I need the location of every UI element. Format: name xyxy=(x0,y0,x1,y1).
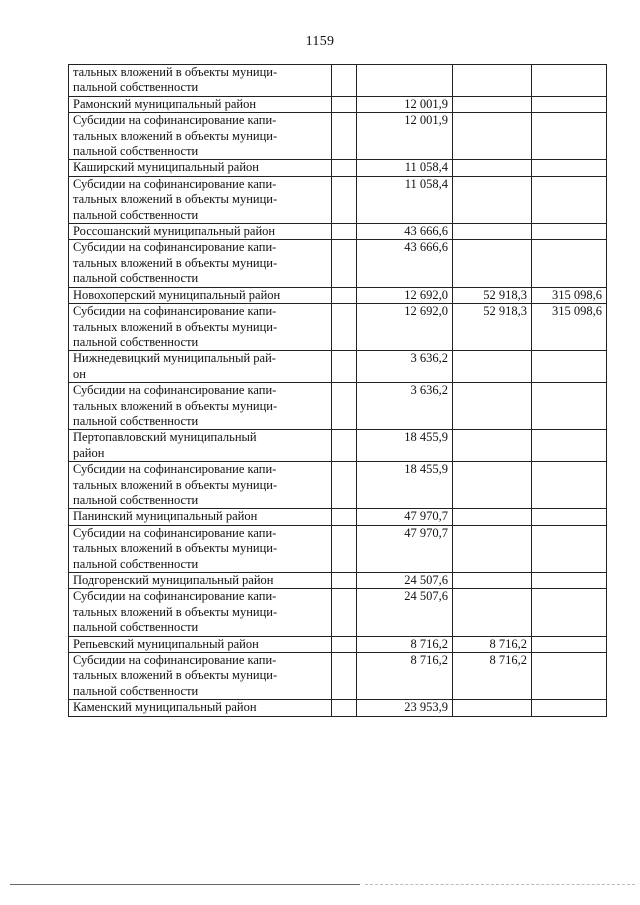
row-name-cell: Панинский муниципальный район xyxy=(69,509,332,525)
row-value-cell-3 xyxy=(532,160,607,176)
table-row xyxy=(69,509,607,525)
page-number: 1159 xyxy=(305,34,335,49)
row-name-cell: Каменский муниципальный район xyxy=(69,700,332,716)
row-value-cell-3 xyxy=(532,430,607,462)
row-value-cell-1: 24 507,6 xyxy=(357,573,453,589)
row-name-cell: Субсидии на софинансирование капи- тальных вложений в объекты муници- пальной собственности xyxy=(69,176,332,223)
budget-table xyxy=(68,64,607,717)
row-value-cell-2: 8 716,2 xyxy=(453,636,532,652)
row-code-cell xyxy=(332,653,357,700)
row-code-cell xyxy=(332,96,357,112)
row-value-cell-1 xyxy=(357,65,453,97)
row-value-cell-2 xyxy=(453,176,532,223)
row-value-cell-2 xyxy=(453,160,532,176)
row-name-cell: Подгоренский муниципальный район xyxy=(69,573,332,589)
row-name-cell: Рамонский муниципальный район xyxy=(69,96,332,112)
row-value-cell-2 xyxy=(453,351,532,383)
row-value-cell-1: 18 455,9 xyxy=(357,430,453,462)
row-value-cell-3 xyxy=(532,351,607,383)
row-code-cell xyxy=(332,430,357,462)
row-name-cell: Россошанский муниципальный район xyxy=(69,224,332,240)
row-value-cell-2: 52 918,3 xyxy=(453,304,532,351)
row-code-cell xyxy=(332,287,357,303)
row-value-cell-3 xyxy=(532,653,607,700)
row-value-cell-2 xyxy=(453,462,532,509)
row-value-cell-2 xyxy=(453,430,532,462)
row-name-cell: Нижнедевицкий муниципальный рай- он xyxy=(69,351,332,383)
row-value-cell-2 xyxy=(453,113,532,160)
row-value-cell-2 xyxy=(453,573,532,589)
row-value-cell-3 xyxy=(532,224,607,240)
row-value-cell-3 xyxy=(532,700,607,716)
row-name-cell: Субсидии на софинансирование капи- тальных вложений в объекты муници- пальной собственности xyxy=(69,589,332,636)
footer-divider-dashed xyxy=(365,884,635,885)
row-value-cell-2 xyxy=(453,525,532,572)
table-row xyxy=(69,287,607,303)
row-value-cell-1: 47 970,7 xyxy=(357,509,453,525)
footer-divider xyxy=(10,884,360,885)
row-code-cell xyxy=(332,113,357,160)
row-code-cell xyxy=(332,525,357,572)
table-row xyxy=(69,653,607,700)
row-value-cell-3: 315 098,6 xyxy=(532,304,607,351)
row-name-cell: Новохоперский муниципальный район xyxy=(69,287,332,303)
row-code-cell xyxy=(332,700,357,716)
row-code-cell xyxy=(332,589,357,636)
row-value-cell-2 xyxy=(453,589,532,636)
row-name-cell: Каширский муниципальный район xyxy=(69,160,332,176)
row-value-cell-2 xyxy=(453,509,532,525)
row-value-cell-1: 24 507,6 xyxy=(357,589,453,636)
row-value-cell-3 xyxy=(532,96,607,112)
row-value-cell-3 xyxy=(532,462,607,509)
table-row xyxy=(69,525,607,572)
row-code-cell xyxy=(332,351,357,383)
row-value-cell-1: 12 001,9 xyxy=(357,96,453,112)
row-value-cell-3 xyxy=(532,176,607,223)
row-value-cell-1: 18 455,9 xyxy=(357,462,453,509)
row-name-cell: Пертопавловский муниципальный район xyxy=(69,430,332,462)
row-code-cell xyxy=(332,240,357,287)
row-value-cell-2: 52 918,3 xyxy=(453,287,532,303)
table-row xyxy=(69,636,607,652)
row-code-cell xyxy=(332,224,357,240)
row-code-cell xyxy=(332,636,357,652)
row-value-cell-2 xyxy=(453,240,532,287)
row-value-cell-2 xyxy=(453,224,532,240)
row-value-cell-2 xyxy=(453,383,532,430)
row-value-cell-1: 11 058,4 xyxy=(357,160,453,176)
row-code-cell xyxy=(332,509,357,525)
row-name-cell: Репьевский муниципальный район xyxy=(69,636,332,652)
table-row xyxy=(69,573,607,589)
row-code-cell xyxy=(332,462,357,509)
row-value-cell-1: 12 001,9 xyxy=(357,113,453,160)
row-name-cell: Субсидии на софинансирование капи- тальных вложений в объекты муници- пальной собственности xyxy=(69,653,332,700)
row-code-cell xyxy=(332,383,357,430)
row-value-cell-3 xyxy=(532,113,607,160)
row-value-cell-3 xyxy=(532,383,607,430)
table-row xyxy=(69,700,607,716)
row-code-cell xyxy=(332,573,357,589)
row-value-cell-3 xyxy=(532,636,607,652)
row-name-cell: Субсидии на софинансирование капи- тальных вложений в объекты муници- пальной собственности xyxy=(69,240,332,287)
row-value-cell-2 xyxy=(453,65,532,97)
table-row xyxy=(69,240,607,287)
table-row xyxy=(69,96,607,112)
table-row xyxy=(69,383,607,430)
table-row xyxy=(69,65,607,97)
row-name-cell: Субсидии на софинансирование капи- тальных вложений в объекты муници- пальной собственности xyxy=(69,113,332,160)
row-value-cell-1: 3 636,2 xyxy=(357,383,453,430)
row-value-cell-1: 43 666,6 xyxy=(357,224,453,240)
row-value-cell-3 xyxy=(532,65,607,97)
table-row xyxy=(69,462,607,509)
row-value-cell-1: 47 970,7 xyxy=(357,525,453,572)
row-value-cell-1: 8 716,2 xyxy=(357,636,453,652)
row-value-cell-1: 3 636,2 xyxy=(357,351,453,383)
row-value-cell-1: 12 692,0 xyxy=(357,287,453,303)
table-row xyxy=(69,160,607,176)
table-row xyxy=(69,224,607,240)
row-value-cell-3 xyxy=(532,589,607,636)
row-value-cell-2: 8 716,2 xyxy=(453,653,532,700)
row-name-cell: тальных вложений в объекты муници- пальной собственности xyxy=(69,65,332,97)
row-value-cell-2 xyxy=(453,700,532,716)
row-value-cell-1: 43 666,6 xyxy=(357,240,453,287)
table-row xyxy=(69,430,607,462)
row-code-cell xyxy=(332,176,357,223)
row-name-cell: Субсидии на софинансирование капи- тальных вложений в объекты муници- пальной собственности xyxy=(69,304,332,351)
table-row xyxy=(69,351,607,383)
row-value-cell-1: 8 716,2 xyxy=(357,653,453,700)
row-value-cell-3 xyxy=(532,525,607,572)
row-value-cell-3 xyxy=(532,573,607,589)
row-code-cell xyxy=(332,304,357,351)
row-name-cell: Субсидии на софинансирование капи- тальных вложений в объекты муници- пальной собственности xyxy=(69,383,332,430)
row-name-cell: Субсидии на софинансирование капи- тальных вложений в объекты муници- пальной собственности xyxy=(69,525,332,572)
table-row xyxy=(69,304,607,351)
table-row xyxy=(69,589,607,636)
row-value-cell-3 xyxy=(532,240,607,287)
row-code-cell xyxy=(332,65,357,97)
row-code-cell xyxy=(332,160,357,176)
row-value-cell-3 xyxy=(532,509,607,525)
table-row xyxy=(69,176,607,223)
row-name-cell: Субсидии на софинансирование капи- тальных вложений в объекты муници- пальной собственности xyxy=(69,462,332,509)
row-value-cell-2 xyxy=(453,96,532,112)
row-value-cell-1: 23 953,9 xyxy=(357,700,453,716)
table-row xyxy=(69,113,607,160)
row-value-cell-1: 11 058,4 xyxy=(357,176,453,223)
row-value-cell-3: 315 098,6 xyxy=(532,287,607,303)
row-value-cell-1: 12 692,0 xyxy=(357,304,453,351)
